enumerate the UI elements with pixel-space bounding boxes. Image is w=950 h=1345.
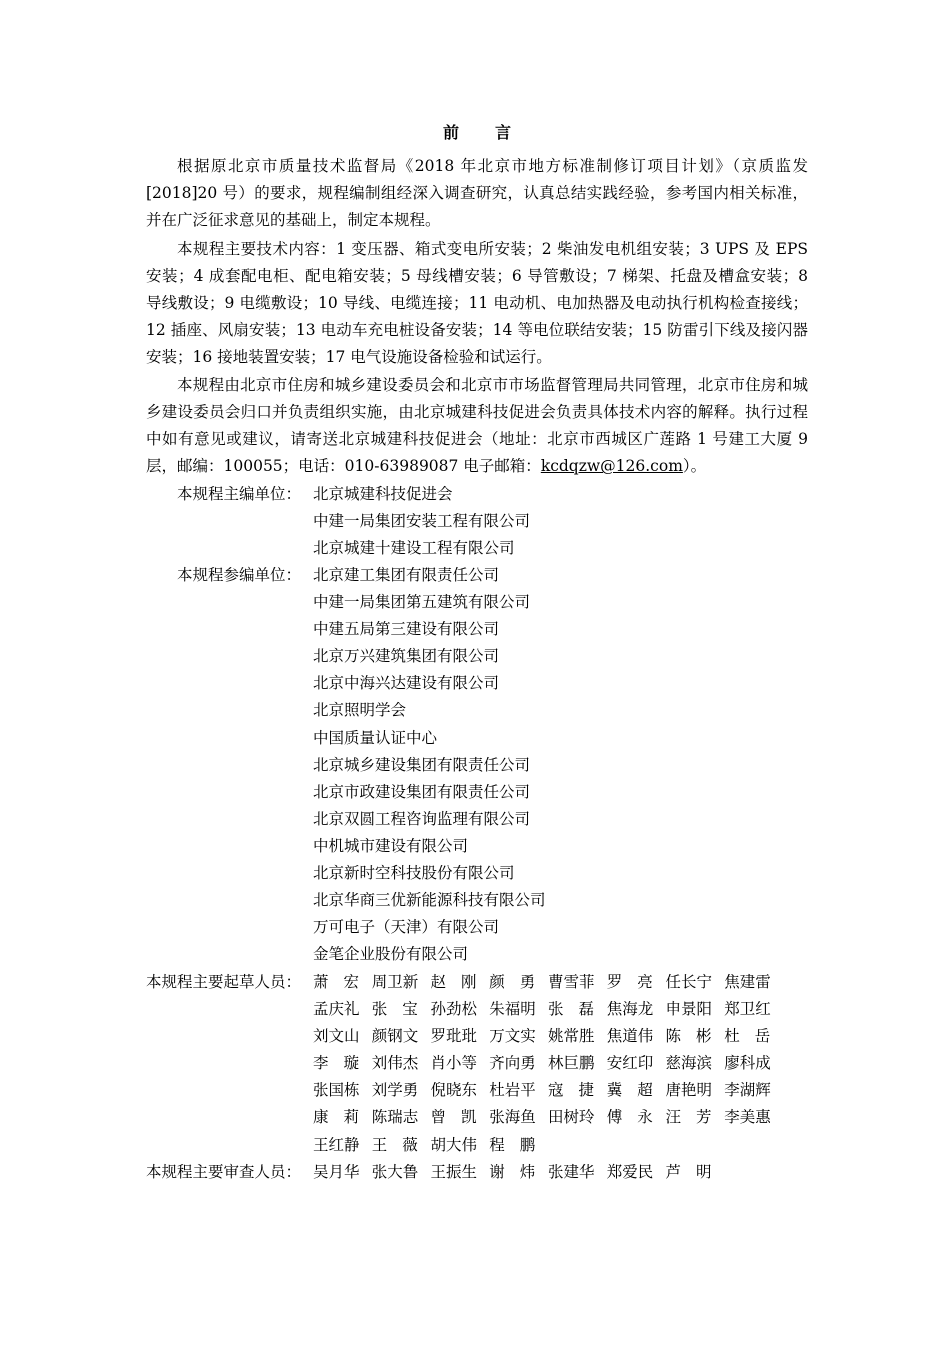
unit-item: 金笔企业股份有限公司: [313, 945, 469, 964]
unit-item: 北京双圆工程咨询监理有限公司: [313, 809, 531, 828]
person-name: [313, 969, 359, 996]
person-name: 杜岩平: [489, 1081, 536, 1100]
name-part: 冀: [606, 1081, 623, 1100]
person-name: 姚常胜: [548, 1027, 595, 1046]
person-name: 刘学勇: [371, 1081, 419, 1100]
unit-item: 北京中海兴达建设有限公司: [313, 674, 500, 693]
unit-item: 北京建工集团有限责任公司: [313, 566, 500, 584]
person-name: [666, 1159, 712, 1186]
person-name: [666, 1023, 712, 1050]
name-part: 宏: [343, 973, 359, 991]
person-name: [607, 1104, 653, 1131]
name-part: 芳: [695, 1108, 712, 1127]
person-name: 胡大伟: [430, 1135, 478, 1154]
person-name: 罗玭玭: [430, 1027, 478, 1046]
person-name: 任长宁: [665, 973, 713, 991]
person-name: 张建华: [548, 1163, 595, 1181]
person-name: [431, 1104, 477, 1131]
person-name: 廖科成: [724, 1054, 771, 1073]
name-part: 康: [313, 1108, 329, 1127]
unit-item: 北京照明学会: [313, 701, 407, 720]
person-name: 焦建雷: [724, 973, 771, 991]
person-name: 张国栋: [313, 1081, 360, 1100]
email-link[interactable]: kcdqzw@126.com: [540, 457, 683, 476]
name-part: 捷: [578, 1081, 594, 1100]
name-part: 刚: [460, 973, 477, 991]
person-name: [548, 996, 594, 1023]
name-part: 宝: [402, 1000, 418, 1019]
name-part: 寇: [548, 1081, 564, 1100]
person-name: [313, 1104, 359, 1131]
name-part: 彬: [695, 1027, 712, 1046]
person-name: [607, 969, 653, 996]
person-name: 焦道伟: [606, 1027, 654, 1046]
unit-item: 中建一局集团第五建筑有限公司: [313, 593, 531, 612]
person-name: 申景阳: [665, 1000, 713, 1019]
paragraph-technical-content: 本规程主要技术内容：1 变压器、箱式变电所安装；2 柴油发电机组安装；3 UPS 及 EPS 安装；4 成套配电柜、配电箱安装；5 母线槽安装；6 导管敷设；7 梯架、托盘及槽盒安装；8 导线敷设；9 电缆敷设；10 导线、电缆连接；11 电动机、电加热器及电动执行机构检查接线；12 插座、风扇安装；13 电动车充电桩设备安装；14 等电位联结安装；15 防雷引下线及接闪器安装；16 接地装置安装；17 电气设施设备检验和试运行。: [146, 240, 808, 367]
reviewers-grid: [313, 1159, 783, 1186]
person-name: [489, 1159, 535, 1186]
unit-item: 北京华商三优新能源科技有限公司: [313, 891, 546, 910]
person-name: 曹雪菲: [548, 973, 595, 991]
person-name: 安红印: [606, 1054, 654, 1073]
unit-item: 北京城建科技促进会: [313, 485, 453, 503]
unit-item: 中机城市建设有限公司: [313, 836, 469, 855]
name-part: 颜: [489, 973, 505, 991]
person-name: [489, 1132, 535, 1159]
person-name: 郑爱民: [606, 1163, 654, 1181]
page-title: 前言: [442, 123, 547, 142]
person-name: 焦海龙: [606, 1000, 654, 1019]
paragraph-management: [146, 372, 808, 480]
person-name: 王振生: [430, 1163, 478, 1181]
name-part: 莉: [343, 1108, 359, 1127]
name-part: 傅: [606, 1108, 623, 1127]
name-part: 张: [371, 1000, 388, 1019]
name-part: 亮: [637, 973, 653, 991]
person-name: 孟庆礼: [313, 1000, 360, 1019]
paragraph-background: 根据原北京市质量技术监督局《2018 年北京市地方标准制修订项目计划》（京质监发[2018]20 号）的要求，规程编制组经深入调查研究，认真总结实践经验，参考国内相关标准，并在广泛征求意见的基础上，制定本规程。: [146, 157, 808, 230]
person-name: 颜钢文: [371, 1027, 419, 1046]
person-name: 孙劲松: [430, 1000, 478, 1019]
name-part: 薇: [402, 1135, 418, 1154]
person-name: [548, 1077, 594, 1104]
unit-item: 北京万兴建筑集团有限公司: [313, 647, 500, 666]
name-part: 永: [637, 1108, 653, 1127]
name-part: 李: [313, 1054, 329, 1073]
person-name: 林巨鹏: [548, 1054, 595, 1073]
drafters-grid: [313, 969, 783, 1159]
person-name: 陈瑞志: [371, 1108, 419, 1127]
unit-item: 万可电子（天津）有限公司: [313, 918, 500, 937]
person-name: 唐艳明: [665, 1081, 713, 1100]
reviewers-label: 本规程主要审查人员：: [146, 1163, 302, 1181]
person-name: [431, 969, 477, 996]
person-name: 张海鱼: [489, 1108, 536, 1127]
person-name: [724, 1023, 770, 1050]
chief-units-label: 本规程主编单位：: [177, 485, 302, 503]
name-part: 凯: [460, 1108, 477, 1127]
participating-units-label: 本规程参编单位：: [177, 566, 302, 584]
person-name: [489, 969, 535, 996]
drafters-label: 本规程主要起草人员：: [146, 973, 302, 991]
name-part: 明: [695, 1163, 712, 1181]
person-name: 张大鲁: [371, 1163, 419, 1181]
person-name: 倪晓东: [430, 1081, 478, 1100]
name-part: 炜: [519, 1163, 536, 1181]
name-part: 谢: [489, 1163, 505, 1181]
chief-units-list: [313, 481, 530, 562]
person-name: [372, 996, 418, 1023]
person-name: 肖小等: [430, 1054, 478, 1073]
name-part: 王: [371, 1135, 388, 1154]
name-part: 岳: [754, 1027, 771, 1046]
unit-item: 北京新时空科技股份有限公司: [313, 864, 515, 883]
person-name: 王红静: [313, 1135, 360, 1154]
name-part: 张: [548, 1000, 564, 1019]
person-name: 慈海滨: [665, 1054, 713, 1073]
name-part: 汪: [665, 1108, 682, 1127]
unit-item: 中国质量认证中心: [313, 728, 438, 747]
name-part: 罗: [606, 973, 623, 991]
management-text-end: ）。: [682, 457, 707, 476]
name-part: 勇: [519, 973, 536, 991]
person-name: 李美惠: [724, 1108, 771, 1127]
name-part: 陈: [665, 1027, 682, 1046]
person-name: 田树玲: [548, 1108, 595, 1127]
name-part: 芦: [665, 1163, 682, 1181]
participating-units-list: [313, 562, 546, 968]
name-part: 赵: [430, 973, 447, 991]
name-part: 萧: [313, 973, 329, 991]
person-name: 周卫新: [371, 973, 419, 991]
name-part: 磊: [578, 1000, 594, 1019]
person-name: 刘文山: [313, 1027, 360, 1046]
person-name: [313, 1050, 359, 1077]
person-name: 李湖辉: [724, 1081, 771, 1100]
unit-item: 北京城建十建设工程有限公司: [313, 539, 515, 558]
unit-item: 北京市政建设集团有限责任公司: [313, 782, 531, 801]
unit-item: 中建一局集团安装工程有限公司: [313, 512, 531, 531]
name-part: 鹏: [519, 1135, 536, 1154]
name-part: 璇: [343, 1054, 359, 1073]
person-name: 吴月华: [313, 1163, 360, 1181]
unit-item: 中建五局第三建设有限公司: [313, 620, 500, 639]
name-part: 程: [489, 1135, 505, 1154]
management-text: 本规程由北京市住房和城乡建设委员会和北京市市场监督管理局共同管理，北京市住房和城乡建设委员会归口并负责组织实施，由北京城建科技促进会负责具体技术内容的解释。执行过程中如有意见或建议，请寄送北京城建科技促进会（地址：北京市西城区广莲路 1 号建工大厦 9 层，邮编：100055；电话：010-63989087 电子邮箱：: [146, 376, 808, 476]
name-part: 曾: [430, 1108, 447, 1127]
person-name: [607, 1077, 653, 1104]
person-name: [372, 1132, 418, 1159]
name-part: 超: [637, 1081, 653, 1100]
person-name: 郑卫红: [724, 1000, 771, 1019]
person-name: 齐向勇: [489, 1054, 536, 1073]
person-name: 刘伟杰: [371, 1054, 419, 1073]
person-name: 朱福明: [489, 1000, 536, 1019]
name-part: 杜: [724, 1027, 740, 1046]
person-name: 万文实: [489, 1027, 536, 1046]
person-name: [666, 1104, 712, 1131]
unit-item: 北京城乡建设集团有限责任公司: [313, 755, 531, 774]
